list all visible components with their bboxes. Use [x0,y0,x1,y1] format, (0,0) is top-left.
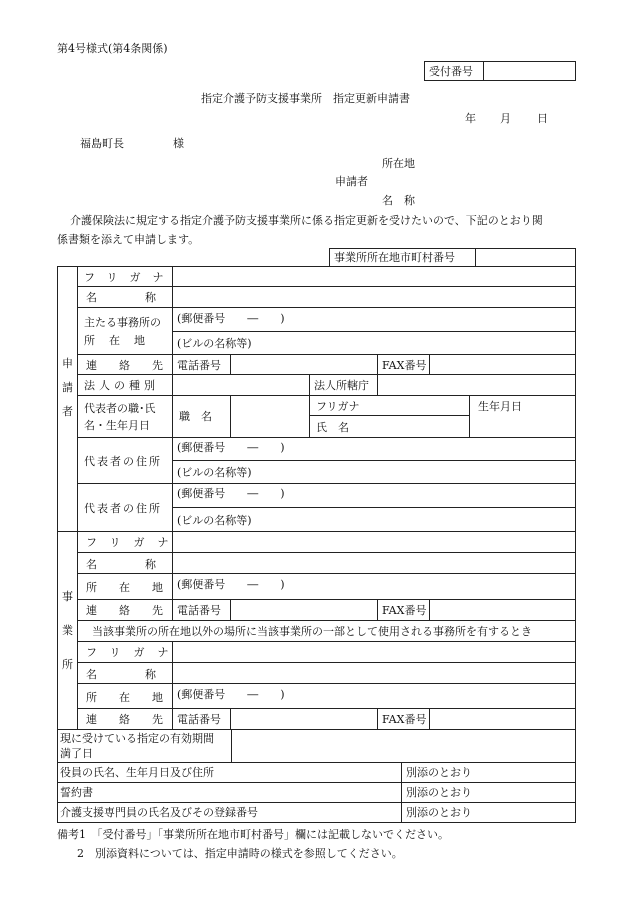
applicant-furigana-field[interactable] [172,266,576,287]
rep-address-label-2: 代表者の住所 [77,483,173,532]
applicant-name-label: 名称 [77,286,173,308]
satellite-phone-label: 電話番号 [172,708,231,730]
satellite-office-note: 当該事業所の所在地以外の場所に当該事業所の一部として使用される事務所を有するとき [77,620,576,642]
corp-type-field[interactable] [172,374,310,396]
applicant-contact-label: 連絡先 [77,354,173,375]
rep-postal-field-2[interactable]: (郵便番号 ― ) [172,483,576,508]
rep-postal-field-1[interactable]: (郵便番号 ― ) [172,437,576,461]
office-fax-label: FAX番号 [377,599,430,621]
receipt-label: 受付番号 [424,61,484,81]
office-postal-field[interactable]: (郵便番号 ― ) [172,307,576,332]
applicant-phone-field[interactable] [230,354,378,375]
applicant-location-label: 所在地 [382,157,415,170]
office-side-label: 事 業 所 [57,531,78,730]
rep-building-field-1[interactable]: (ビルの名称等) [172,460,576,484]
office-furigana-label: フリガナ [77,531,173,553]
receipt-number-field[interactable] [483,61,576,81]
rep-name-label: 氏 名 [309,415,470,438]
applicant-label: 申請者 [335,175,368,188]
corp-type-label: 法人の種別 [77,374,173,396]
note-1: 備考1 「受付番号」「事業所所在地市町村番号」欄には記載しないでください。 [57,828,449,841]
attachment-pledge-value: 別添のとおり [401,782,576,803]
satellite-furigana-label: フリガナ [77,641,173,663]
applicant-furigana-label: フリガナ [77,266,173,287]
office-postal-field[interactable]: (郵便番号 ― ) [172,573,576,600]
rep-address-label-1: 代表者の住所 [77,437,173,484]
satellite-furigana-field[interactable] [172,641,576,663]
office-name-label: 名称 [77,552,173,574]
attachment-officers-label: 役員の氏名、生年月日及び住所 [57,762,402,783]
birth-date-label: 生年月日 [469,395,576,438]
job-title-field[interactable] [230,395,310,438]
satellite-contact-label: 連絡先 [77,708,173,730]
satellite-location-label: 所在地 [77,683,173,709]
attachment-caremanager-label: 介護支援専門員の氏名及びその登録番号 [57,802,402,823]
satellite-fax-label: FAX番号 [377,708,430,730]
attachment-pledge-label: 誓約書 [57,782,402,803]
validity-field[interactable] [231,729,576,763]
date-day: 日 [537,112,548,125]
satellite-name-label: 名称 [77,662,173,684]
satellite-fax-field[interactable] [429,708,576,730]
attachment-officers-value: 別添のとおり [401,762,576,783]
validity-label: 現に受けている指定の有効期間 満了日 [57,729,232,763]
applicant-fax-field[interactable] [429,354,576,375]
municipal-number-label: 事業所所在地市町村番号 [329,248,476,266]
date-month: 月 [500,112,511,125]
intro-text-line1: 介護保険法に規定する指定介護予防支援事業所に係る指定更新を受けたいので、下記のとおり関 [70,214,543,227]
rep-building-field-2[interactable]: (ビルの名称等) [172,507,576,532]
rep-furigana-label: フリガナ [309,395,470,416]
corp-authority-field[interactable] [377,374,576,396]
applicant-name-label: 名 称 [382,194,415,207]
job-title-label: 職 名 [172,395,231,438]
satellite-postal-field[interactable]: (郵便番号 ― ) [172,683,576,709]
office-building-field[interactable]: (ビルの名称等) [172,331,576,355]
office-furigana-field[interactable] [172,531,576,553]
form-code: 第4号様式(第4条関係) [57,42,168,55]
rep-title-label: 代表者の職･氏 名・生年月日 [77,395,173,438]
office-fax-field[interactable] [429,599,576,621]
attachment-caremanager-value: 別添のとおり [401,802,576,823]
corp-authority-label: 法人所轄庁 [309,374,378,396]
office-phone-label: 電話番号 [172,599,231,621]
document-title: 指定介護予防支援事業所 指定更新申請書 [201,92,410,105]
honorific: 様 [173,137,184,150]
office-name-field[interactable] [172,552,576,574]
note-2: 2 別添資料については、指定申請時の様式を参照してください。 [77,847,403,860]
addressee: 福島町長 [80,137,124,150]
office-phone-field[interactable] [230,599,378,621]
applicant-name-field[interactable] [172,286,576,308]
office-contact-label: 連絡先 [77,599,173,621]
applicant-phone-label: 電話番号 [172,354,231,375]
municipal-number-field[interactable] [475,248,576,266]
office-location-label: 主たる事務所の 所在地 [77,307,173,355]
office-location-label-2: 所在地 [77,573,173,600]
applicant-fax-label: FAX番号 [377,354,430,375]
satellite-phone-field[interactable] [230,708,378,730]
intro-text-line2: 係書類を添えて申請します。 [57,233,200,246]
applicant-side-label: 申 請 者 [57,266,78,532]
date-year: 年 [465,112,476,125]
satellite-name-field[interactable] [172,662,576,684]
